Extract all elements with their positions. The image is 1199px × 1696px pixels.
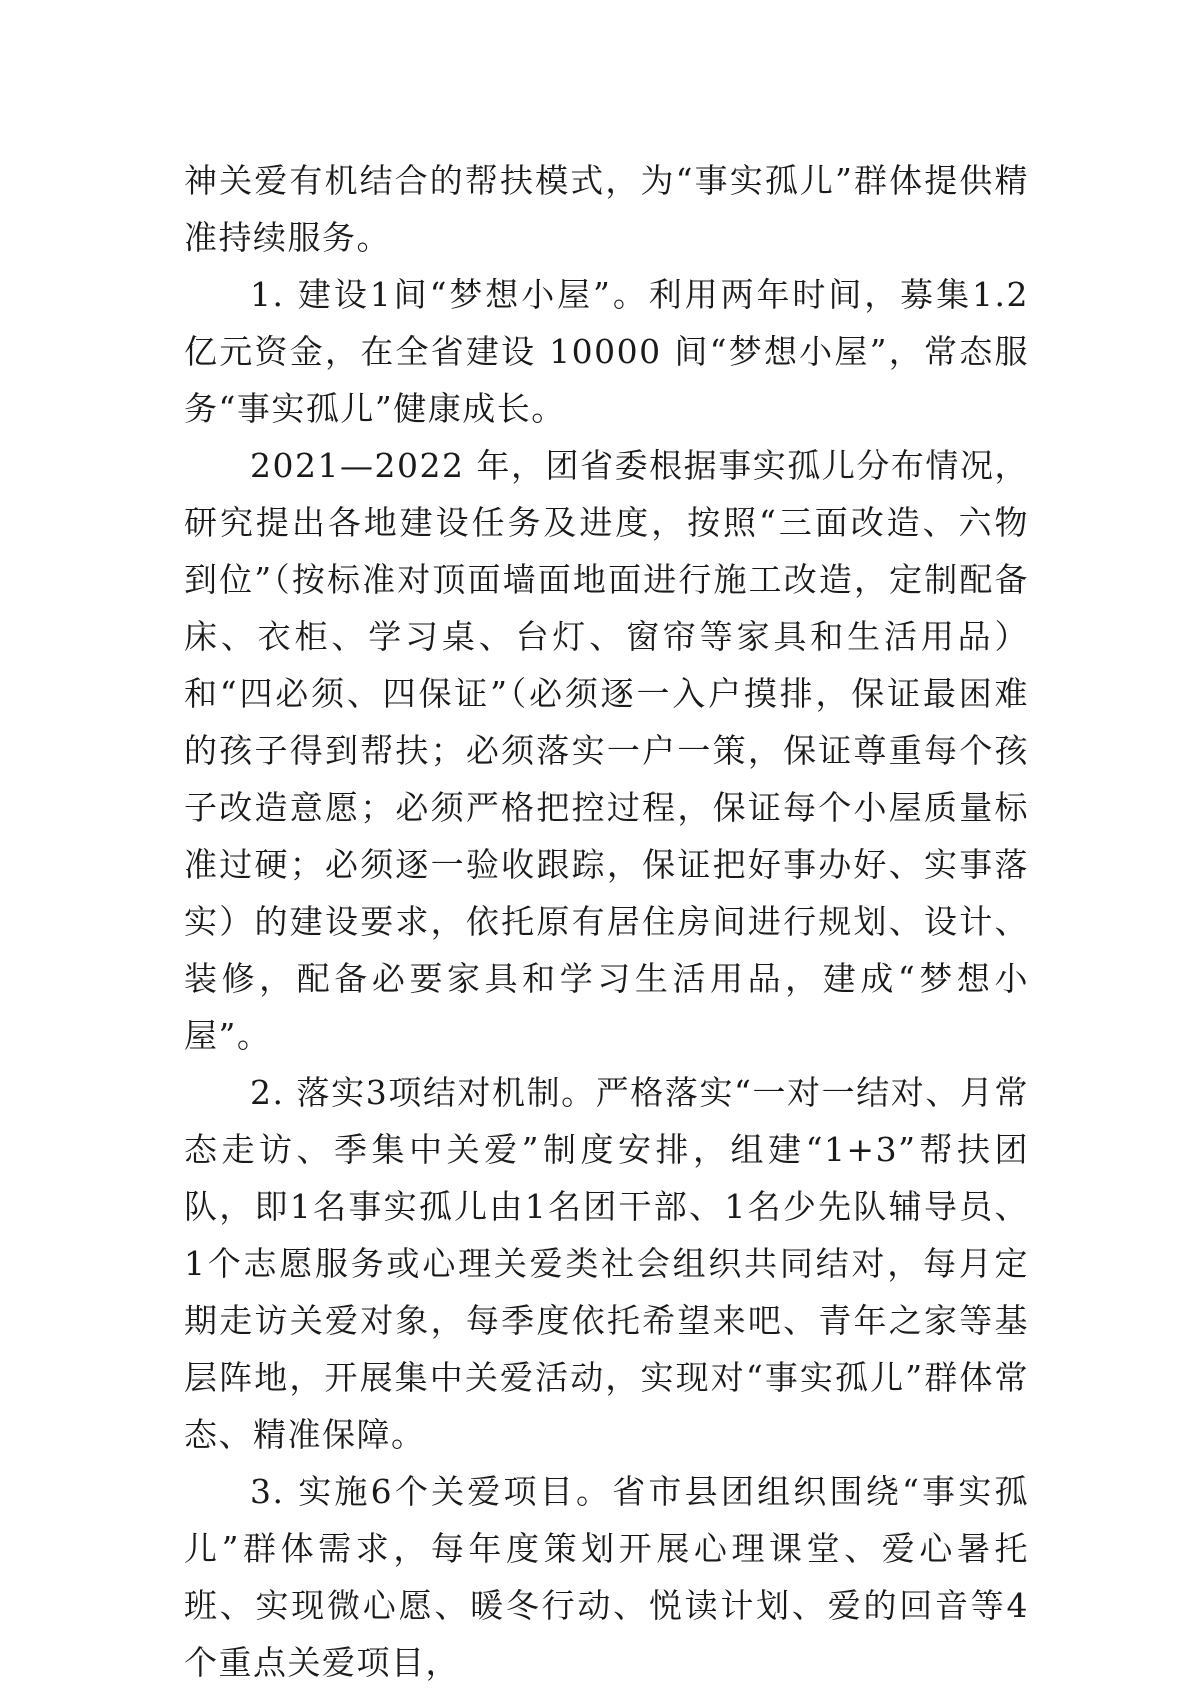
paragraph-care-projects: 3. 实施6个关爱项目。省市县团组织围绕“事实孤儿”群体需求，每年度策划开展心理课堂、爱心暑托班、实现微心愿、暖冬行动、悦读计划、爱的回音等4个重点关爱项目， [184,1472,1029,1682]
paragraph-construction-plan: 2021—2022 年，团省委根据事实孤儿分布情况，研究提出各地建设任务及进度，按照“三面改造、六物到位”（按标准对顶面墙面地面进行施工改造，定制配备床、衣柜、学习桌、台灯、窗帘等家具和生活用品）和“四必须、四保证”（必须逐一入户摸排，保证最困难的孩子得到帮扶；必须落实一户一策，保证尊重每个孩子改造意愿；必须严格把控过程，保证每个小屋质量标准过硬；必须逐一验收跟踪，保证把好事办好、实事落实）的建设要求，依托原有居住房间进行规划、设计、装修，配备必要家具和学习生活用品，建成“梦想小屋”。 [184,446,1029,1055]
paragraph-continuation: 神关爱有机结合的帮扶模式，为“事实孤儿”群体提供精准持续服务。 [184,161,1029,257]
paragraph-pairing-mechanism: 2. 落实3项结对机制。严格落实“一对一结对、月常态走访、季集中关爱”制度安排，组建“1+3”帮扶团队，即1名事实孤儿由1名团干部、1名少先队辅导员、1个志愿服务或心理关爱类社会组织共同结对，每月定期走访关爱对象，每季度依托希望来吧、青年之家等基层阵地，开展集中关爱活动，实现对“事实孤儿”群体常态、精准保障。 [184,1073,1029,1454]
paragraph-dream-room: 1. 建设1间“梦想小屋”。利用两年时间，募集1.2亿元资金，在全省建设 10000 间“梦想小屋”，常态服务“事实孤儿”健康成长。 [184,275,1029,428]
document-body [184,152,1029,1691]
